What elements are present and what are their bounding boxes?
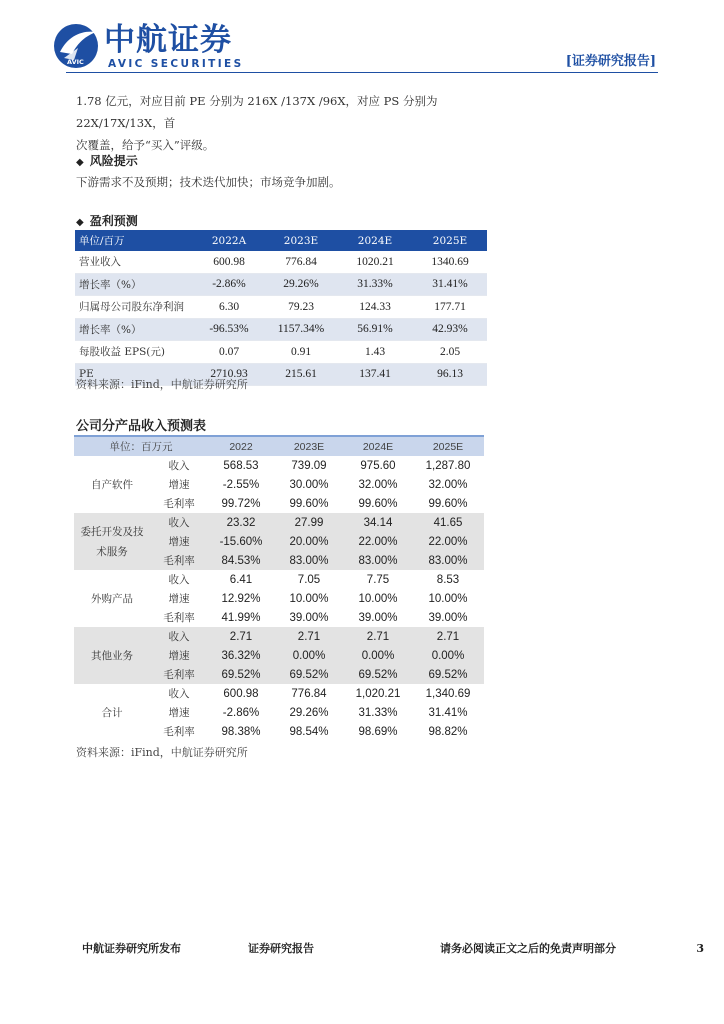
- segment-group: [74, 627, 484, 684]
- table-cell: 83.00%: [274, 551, 344, 570]
- table-cell: -15.60%: [208, 532, 274, 551]
- table-cell: 29.26%: [289, 706, 329, 719]
- table-cell: 41.99%: [221, 611, 261, 624]
- product-header-cell: 单位：百万元: [74, 436, 208, 456]
- table-cell: 568.53: [223, 459, 259, 472]
- row-label: 营业收入: [79, 256, 121, 269]
- segment-name: 委托开发及技术服务: [74, 513, 150, 570]
- table-cell: 56.91%: [337, 318, 413, 341]
- table-row: [74, 684, 484, 703]
- table-cell: 83.00%: [344, 551, 412, 570]
- table-cell: 1.43: [364, 345, 386, 358]
- table-cell: -2.86%: [193, 273, 265, 296]
- avic-plane-icon: [52, 22, 100, 70]
- table-cell: 1020.21: [356, 255, 394, 268]
- risk-text: 下游需求不及预期；技术迭代加快；市场竞争加剧。: [76, 175, 341, 189]
- table-cell: 27.99: [274, 513, 344, 532]
- table-cell: 10.00%: [358, 592, 398, 605]
- metric-label: 增速: [168, 479, 190, 491]
- table-cell: 99.60%: [289, 497, 329, 510]
- metric-label: 增速: [150, 646, 208, 665]
- row-label: PE: [75, 363, 193, 386]
- report-type-label: [证券研究报告]: [565, 54, 656, 69]
- table-cell: 99.60%: [358, 497, 398, 510]
- table-cell: 0.91: [290, 345, 312, 358]
- row-label: 每股收益 EPS(元): [79, 346, 165, 359]
- table-cell: 31.33%: [358, 706, 398, 719]
- table-cell: 177.71: [434, 300, 466, 313]
- intro-line-2: 次覆盖，给予“买入”评级。: [76, 138, 215, 152]
- table-row: [75, 273, 487, 296]
- table-cell: 8.53: [436, 573, 460, 586]
- forecast-header-cell: 单位/百万: [75, 230, 193, 251]
- table-cell: 36.32%: [208, 646, 274, 665]
- table-cell: 39.00%: [428, 611, 468, 624]
- table-cell: 2.71: [344, 627, 412, 646]
- footer-disclaimer: 请务必阅读正文之后的免责声明部分: [440, 942, 616, 955]
- row-label: 归属母公司股东净利润: [79, 301, 184, 314]
- metric-label: 毛利率: [163, 612, 195, 624]
- table-row: [74, 513, 484, 532]
- forecast-header-row: [75, 230, 487, 251]
- footer-report-type: 证券研究报告: [248, 942, 314, 955]
- risk-heading: [76, 152, 138, 169]
- table-cell: 600.98: [223, 687, 259, 700]
- table-cell: 22.00%: [412, 532, 484, 551]
- table-cell: 975.60: [360, 459, 396, 472]
- table-cell: 69.52%: [274, 665, 344, 684]
- table-cell: 79.23: [288, 300, 314, 313]
- segment-group: [74, 456, 484, 513]
- product-header-cell: 2025E: [412, 436, 484, 456]
- product-header-cell: 2024E: [344, 436, 412, 456]
- intro-paragraph: [76, 90, 496, 156]
- forecast-source: 资料来源：iFind，中航证券研究所: [76, 378, 248, 391]
- table-cell: 0.00%: [344, 646, 412, 665]
- segment-group: [74, 513, 484, 570]
- forecast-table: [75, 230, 487, 386]
- forecast-header-cell: 2025E: [413, 230, 487, 251]
- table-cell: 20.00%: [274, 532, 344, 551]
- header-divider: [66, 72, 658, 73]
- table-cell: 84.53%: [208, 551, 274, 570]
- table-cell: 2.71: [208, 627, 274, 646]
- segment-name: 其他业务: [74, 627, 150, 684]
- metric-label: 毛利率: [163, 726, 195, 738]
- product-header-cell: 2023E: [274, 436, 344, 456]
- table-cell: 31.33%: [337, 273, 413, 296]
- table-cell: 10.00%: [428, 592, 468, 605]
- table-row: [75, 251, 487, 273]
- table-cell: 99.60%: [428, 497, 468, 510]
- table-cell: 776.84: [291, 687, 327, 700]
- product-header-cell: 2022: [208, 436, 274, 456]
- product-header-row: [74, 436, 484, 456]
- metric-label: 毛利率: [163, 498, 195, 510]
- logo-chinese-name: 中航证券: [104, 22, 232, 58]
- table-cell: 39.00%: [289, 611, 329, 624]
- table-row: [74, 627, 484, 646]
- row-label: 增长率（%）: [75, 318, 193, 341]
- table-cell: 2.71: [274, 627, 344, 646]
- table-row: [75, 318, 487, 341]
- metric-label: 毛利率: [150, 665, 208, 684]
- table-cell: 98.54%: [289, 725, 329, 738]
- table-cell: 1,340.69: [425, 687, 471, 700]
- metric-label: 收入: [150, 627, 208, 646]
- product-table-source: 资料来源：iFind，中航证券研究所: [76, 746, 248, 759]
- table-cell: 39.00%: [358, 611, 398, 624]
- table-cell: 7.75: [366, 573, 390, 586]
- table-cell: 98.69%: [358, 725, 398, 738]
- diamond-bullet-icon: ◆: [76, 217, 84, 228]
- metric-label: 收入: [168, 460, 190, 472]
- table-cell: 22.00%: [344, 532, 412, 551]
- table-cell: 1157.34%: [265, 318, 337, 341]
- table-cell: 69.52%: [208, 665, 274, 684]
- table-cell: 98.82%: [428, 725, 468, 738]
- company-logo: [52, 22, 252, 74]
- table-cell: 6.41: [229, 573, 253, 586]
- segment-name: 外购产品: [91, 592, 133, 605]
- table-cell: 0.00%: [412, 646, 484, 665]
- table-cell: 1,287.80: [425, 459, 471, 472]
- table-cell: 29.26%: [265, 273, 337, 296]
- table-cell: 98.38%: [221, 725, 261, 738]
- table-cell: 42.93%: [413, 318, 487, 341]
- table-row: [74, 570, 484, 589]
- table-cell: 739.09: [291, 459, 327, 472]
- table-cell: 0.00%: [274, 646, 344, 665]
- table-row: [74, 456, 484, 475]
- forecast-header-cell: 2024E: [337, 230, 413, 251]
- table-cell: 30.00%: [289, 478, 329, 491]
- table-cell: 83.00%: [412, 551, 484, 570]
- table-cell: 69.52%: [412, 665, 484, 684]
- table-cell: 1,020.21: [355, 687, 401, 700]
- logo-mark-text: AVIC: [67, 58, 84, 66]
- table-cell: 0.07: [218, 345, 240, 358]
- table-cell: 2.71: [412, 627, 484, 646]
- table-cell: -96.53%: [193, 318, 265, 341]
- metric-label: 收入: [168, 688, 190, 700]
- table-cell: 1340.69: [431, 255, 469, 268]
- row-label: 增长率（%）: [75, 273, 193, 296]
- table-cell: 10.00%: [289, 592, 329, 605]
- table-row: [75, 296, 487, 319]
- table-cell: 137.41: [337, 363, 413, 386]
- page-number: 3: [696, 942, 704, 955]
- table-cell: -2.55%: [222, 478, 260, 491]
- forecast-header-cell: 2023E: [265, 230, 337, 251]
- intro-line-1: 1.78 亿元，对应目前 PE 分别为 216X /137X /96X，对应 PS 分别为 22X/17X/13X，首: [76, 94, 438, 130]
- metric-label: 增速: [168, 593, 190, 605]
- table-cell: 124.33: [359, 300, 391, 313]
- segment-group: [74, 684, 484, 741]
- table-cell: 96.13: [413, 363, 487, 386]
- table-cell: 34.14: [344, 513, 412, 532]
- table-cell: 23.32: [208, 513, 274, 532]
- table-cell: 7.05: [297, 573, 321, 586]
- table-cell: 600.98: [213, 255, 245, 268]
- footer-publisher: 中航证券研究所发布: [82, 942, 181, 955]
- table-cell: -2.86%: [222, 706, 260, 719]
- segment-name: 自产软件: [91, 478, 133, 491]
- table-row: [75, 341, 487, 364]
- risk-title: 风险提示: [89, 154, 138, 168]
- product-revenue-table: [74, 435, 484, 741]
- table-cell: 776.84: [285, 255, 317, 268]
- table-cell: 2.05: [439, 345, 461, 358]
- table-cell: 41.65: [412, 513, 484, 532]
- metric-label: 收入: [168, 574, 190, 586]
- product-table-title: 公司分产品收入预测表: [76, 419, 207, 434]
- table-cell: 32.00%: [358, 478, 398, 491]
- table-cell: 12.92%: [221, 592, 261, 605]
- forecast-title: 盈利预测: [89, 214, 138, 228]
- metric-label: 收入: [150, 513, 208, 532]
- table-cell: 31.41%: [428, 706, 468, 719]
- logo-english-name: AVIC SECURITIES: [108, 58, 244, 70]
- table-cell: 215.61: [265, 363, 337, 386]
- table-cell: 6.30: [218, 300, 240, 313]
- table-cell: 99.72%: [221, 497, 261, 510]
- metric-label: 增速: [168, 707, 190, 719]
- diamond-bullet-icon: ◆: [76, 157, 84, 168]
- table-cell: 31.41%: [413, 273, 487, 296]
- table-cell: 69.52%: [344, 665, 412, 684]
- table-cell: 32.00%: [428, 478, 468, 491]
- forecast-heading: [76, 212, 138, 229]
- forecast-header-cell: 2022A: [193, 230, 265, 251]
- segment-group: [74, 570, 484, 627]
- metric-label: 毛利率: [150, 551, 208, 570]
- metric-label: 增速: [150, 532, 208, 551]
- segment-name: 合计: [101, 706, 123, 719]
- table-cell: 2710.93: [193, 363, 265, 386]
